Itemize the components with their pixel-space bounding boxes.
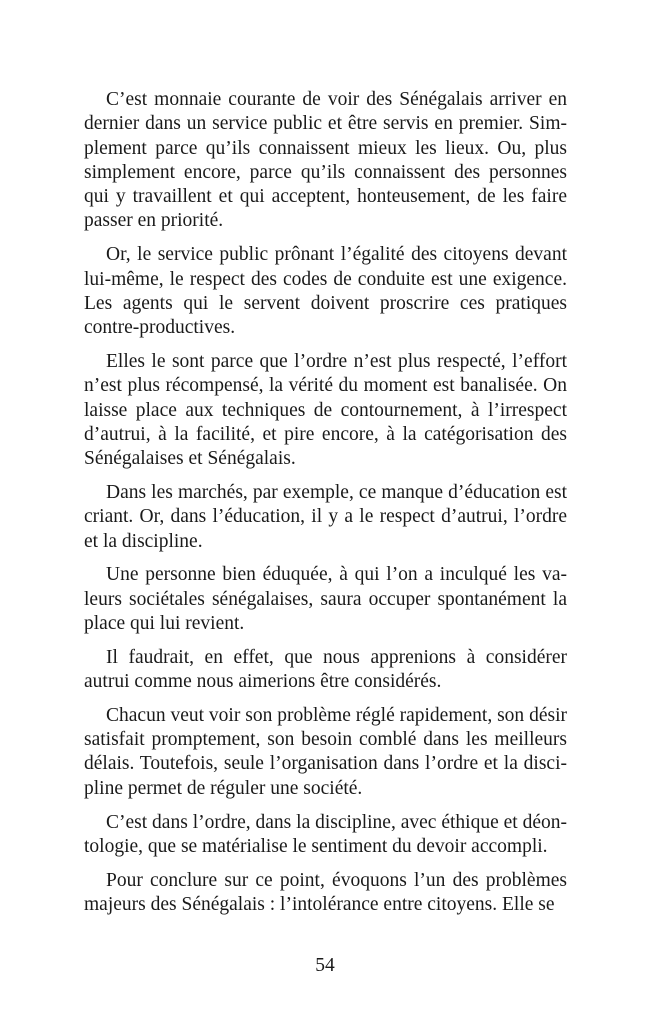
paragraph-2: Or, le service public prônant l’égalité des citoyens devant lui-même, le respect des codes de conduite est une exigence. Les agents qui le servent doivent proscrire ces pratiques contre-productives. — [84, 244, 567, 339]
paragraph-8: C’est dans l’ordre, dans la discipline, avec éthique et déontologie, que se matérialise le sentiment du devoir accompli. — [84, 811, 567, 857]
paragraph-5: Une personne bien éduquée, à qui l’on a inculqué les valeurs sociétales sénégalaises, saura occuper spontanément la place qui lui revient. — [84, 564, 567, 634]
paragraph-4: Dans les marchés, par exemple, ce manque d’éducation est criant. Or, dans l’éducation, il y a le respect d’autrui, l’ordre et la discipline. — [84, 481, 567, 552]
paragraph-3: Elles le sont parce que l’ordre n’est plus respecté, l’effort n’est plus récompensé, la vérité du moment est banalisée. On laisse place aux techniques de contournement, à l’irrespect d’autrui, à la facilité, et pire encore, à la catégorisation des Sénégalaises et Sénégalais. — [84, 350, 567, 470]
paragraph-6: Il faudrait, en effet, que nous apprenions à considérer autrui comme nous aimerions être considérés. — [84, 646, 567, 693]
body-text — [84, 88, 567, 927]
page-number: 54 — [315, 955, 335, 976]
paragraph-1: C’est monnaie courante de voir des Sénégalais arriver en dernier dans un service public et être servis en premier. Simplement parce qu’ils connaissent mieux les lieux. Ou, plus simplement encore, parce qu’ils connaissent des personnes qui y travaillent et qui acceptent, honteusement, de les faire passer en priorité. — [84, 89, 567, 232]
paragraph-7: Chacun veut voir son problème réglé rapidement, son désir satisfait promptement, son besoin comblé dans les meilleurs délais. Toutefois, seule l’organisation dans l’ordre et la discipline permet de réguler une société. — [84, 704, 567, 799]
paragraph-9: Pour conclure sur ce point, évoquons l’un des problèmes majeurs des Sénégalais : l’intolérance entre citoyens. Elle se — [84, 869, 567, 915]
